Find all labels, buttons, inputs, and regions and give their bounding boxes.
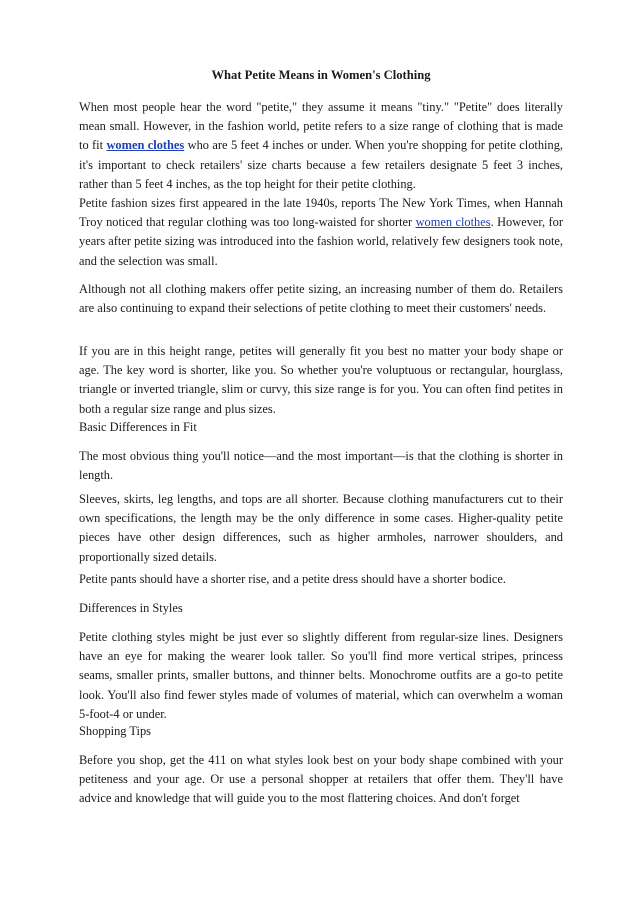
paragraph-9: Before you shop, get the 411 on what styles look best on your body shape combined with your petiteness and your age. Or use a personal shopper at retailers that offer them. They'll have advice and knowledge that will guide you to the most flattering choices. And don't forget [79,753,563,806]
paragraph-7: Petite pants should have a shorter rise, and a petite dress should have a shorter bodice. [79,572,507,586]
heading-differences-in-styles: Differences in Styles [79,601,183,615]
paragraph-1-text-a: When most people hear the word "petite," they assume it means "tiny." "Petite" does literally mean small. However, in the fashion world, petite refers to a size range of clothing that is made to fit [79,100,563,153]
paragraph-3: Although not all clothing makers offer petite sizing, an increasing number of them do. Retailers are also continuing to expand their selections of petite clothing to meet their customers' needs. [79,282,563,316]
paragraph-1 [79,98,563,194]
paragraph-2-text-b: . However, for years after petite sizing was introduced into the fashion world, relatively few designers took note, and the selection was small. [79,215,563,268]
paragraph-6: Sleeves, skirts, leg lengths, and tops are all shorter. Because clothing manufacturers cut to their own specifications, the length may be the only difference in some cases. Higher-quality petite pieces have other design differences, such as higher armholes, narrower shoulders, and proportionally sized details. [79,492,563,564]
paragraph-2-text-a: Petite fashion sizes first appeared in the late 1940s, reports The New York Times, when Hannah Troy noticed that regular clothing was too long-waisted for shorter [79,196,563,230]
women-clothes-link-1[interactable]: women clothes [106,138,185,153]
heading-shopping-tips: Shopping Tips [79,724,151,738]
paragraph-5: The most obvious thing you'll notice—and the most important—is that the clothing is shorter in length. [79,449,563,483]
heading-basic-differences: Basic Differences in Fit [79,420,197,434]
paragraph-1-text-b: who are 5 feet 4 inches or under. When you're shopping for petite clothing, it's important to check retailers' size charts because a few retailers designate 5 feet 3 inches, rather than 5 feet 4 inches, as the top height for their petite clothing. [79,138,563,191]
paragraph-8: Petite clothing styles might be just ever so slightly different from regular-size lines. Designers have an eye for making the wearer look taller. So you'll find more vertical stripes, princess seams, smaller prints, smaller buttons, and thinner belts. Monochrome outfits are a go-to petite look. You'll also find fewer styles made of volumes of material, which can overwhelm a woman 5-foot-4 or under. [79,630,563,721]
paragraph-2 [79,194,563,271]
paragraph-4: If you are in this height range, petites will generally fit you best no matter your body shape or age. The key word is shorter, like you. So whether you're voluptuous or rectangular, hourglass, triangle or inverted triangle, slim or curvy, this size range is for you. You can often find petites in both a regular size range and plus sizes. [79,344,563,416]
women-clothes-link-2[interactable]: women clothes [415,215,491,230]
document-title: What Petite Means in Women's Clothing [211,68,431,82]
